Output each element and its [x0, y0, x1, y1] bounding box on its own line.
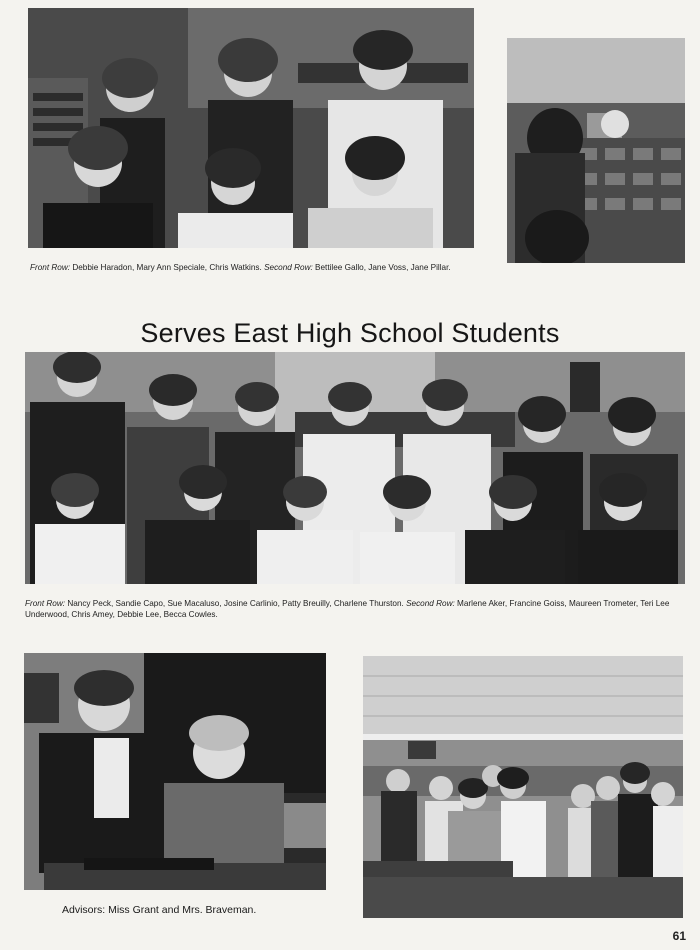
library-study-photo — [363, 656, 683, 918]
second-row-names: Bettilee Gallo, Jane Voss, Jane Pillar. — [312, 263, 451, 272]
second-row-names: Marlene Aker, Francine Goiss, Maureen Trometer, Teri Lee Underwood, Chris Amey, Debbie Lee, Becca Cowles. — [25, 599, 670, 619]
page-headline: Serves East High School Students — [140, 318, 560, 349]
middle-photo-caption — [25, 598, 690, 620]
advisors-caption: Advisors: Miss Grant and Mrs. Braveman. — [62, 904, 257, 916]
front-row-label: Front Row: — [25, 599, 66, 608]
top-photo-caption — [30, 262, 475, 273]
front-row-names: Debbie Haradon, Mary Ann Speciale, Chris Watkins. — [70, 263, 265, 272]
card-catalog-photo — [507, 38, 685, 263]
page-number: 61 — [672, 929, 686, 943]
group-photo-middle — [25, 352, 685, 584]
advisors-photo — [24, 653, 326, 890]
group-photo-top — [28, 8, 474, 248]
second-row-label: Second Row: — [264, 263, 313, 272]
front-row-label: Front Row: — [30, 263, 71, 272]
front-row-names: Nancy Peck, Sandie Capo, Sue Macaluso, Josine Carlinio, Patty Breuilly, Charlene Thurston. — [65, 599, 407, 608]
second-row-label: Second Row: — [406, 599, 455, 608]
